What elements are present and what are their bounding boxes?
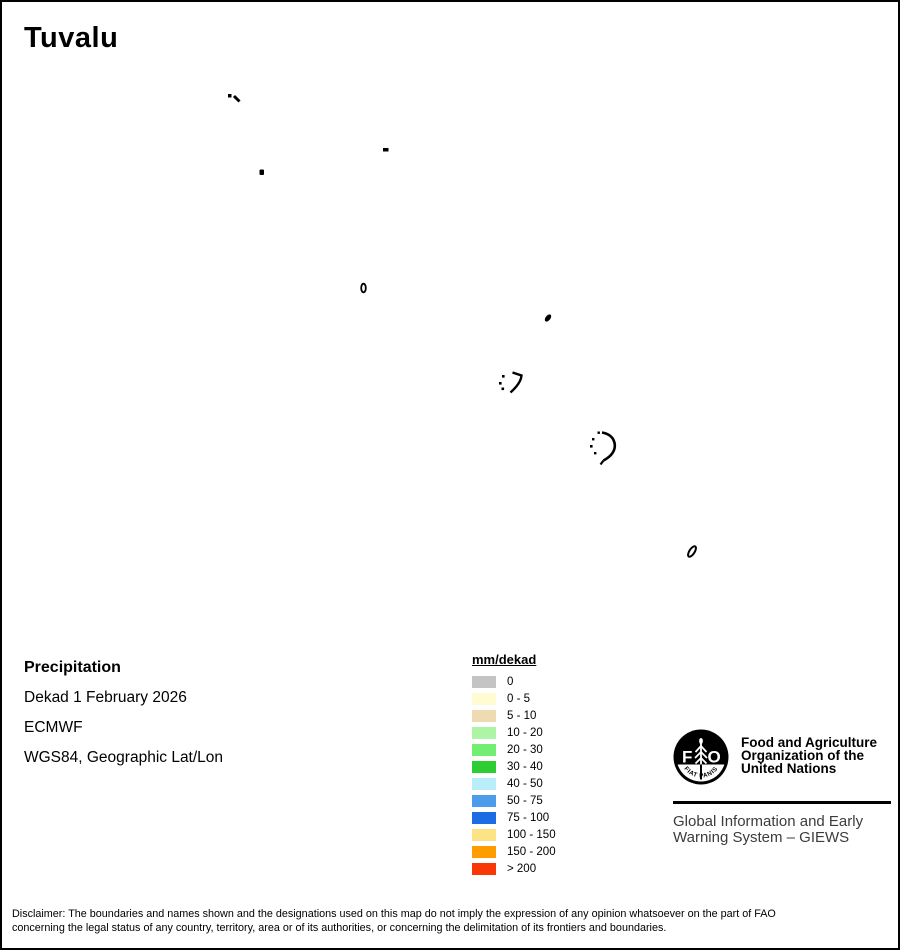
legend-swatch <box>472 829 496 841</box>
giews-label <box>673 814 863 845</box>
legend-swatch <box>472 761 496 773</box>
island-shape-3 <box>260 170 265 176</box>
map-info-block <box>24 658 223 778</box>
disclaimer-line: concerning the legal status of any country, territory, area or of its authorities, or concerning the delimitation of its frontiers and boundaries. <box>12 921 667 934</box>
fao-org-name <box>741 736 877 775</box>
legend-item <box>472 826 556 843</box>
legend-swatch <box>472 778 496 790</box>
legend-label: 100 - 150 <box>507 828 556 841</box>
giews-line: Warning System – GIEWS <box>673 828 850 846</box>
island-shape-1 <box>228 94 240 102</box>
fao-logo-motto: FIAT PANIS <box>682 765 720 780</box>
legend-label: 75 - 100 <box>507 811 550 824</box>
legend-swatch <box>472 693 496 705</box>
fao-org-line: Organization of the <box>741 748 864 763</box>
fao-logo-letter-f: F <box>682 747 693 767</box>
page-title: Tuvalu <box>24 22 119 54</box>
legend-label: 150 - 200 <box>507 845 556 858</box>
info-heading: Precipitation <box>24 659 121 676</box>
legend-item <box>472 724 556 741</box>
legend-item <box>472 775 556 792</box>
legend-label: > 200 <box>507 862 537 875</box>
fao-logo-letter-o: O <box>707 747 721 767</box>
info-projection: WGS84, Geographic Lat/Lon <box>24 749 224 766</box>
legend-swatch <box>472 727 496 739</box>
legend-label: 30 - 40 <box>507 760 543 773</box>
legend-swatch <box>472 744 496 756</box>
disclaimer-line: Disclaimer: The boundaries and names shown and the designations used on this map do not imply the expression of any opinion whatsoever on the part of FAO <box>12 908 776 920</box>
legend-item <box>472 843 556 860</box>
legend-label: 10 - 20 <box>507 726 543 739</box>
info-dekad: Dekad 1 February 2026 <box>24 689 187 706</box>
island-shape-2 <box>383 148 389 152</box>
islands-group <box>228 94 697 558</box>
legend-item <box>472 707 556 724</box>
island-shape-8 <box>687 545 698 558</box>
fao-org-line: United Nations <box>741 761 837 776</box>
legend-item <box>472 673 556 690</box>
island-shape-7 <box>590 432 615 465</box>
disclaimer <box>12 908 776 935</box>
legend-label: 0 - 5 <box>507 692 531 705</box>
island-shape-5 <box>544 313 553 323</box>
legend-label: 5 - 10 <box>507 709 537 722</box>
legend-item <box>472 809 556 826</box>
legend-item <box>472 690 556 707</box>
legend-title: mm/dekad <box>472 652 537 667</box>
legend-label: 20 - 30 <box>507 743 543 756</box>
legend-rows <box>472 673 556 877</box>
giews-line: Global Information and Early <box>673 813 864 830</box>
divider <box>673 801 891 804</box>
legend-swatch <box>472 846 496 858</box>
info-source: ECMWF <box>24 719 83 736</box>
legend-swatch <box>472 795 496 807</box>
fao-logo-icon <box>673 729 729 785</box>
legend-label: 40 - 50 <box>507 777 543 790</box>
legend-swatch <box>472 710 496 722</box>
legend-item <box>472 860 556 877</box>
legend-label: 0 <box>507 675 514 688</box>
legend-item <box>472 792 556 809</box>
fao-org-line: Food and Agriculture <box>741 735 877 750</box>
legend-swatch <box>472 812 496 824</box>
legend <box>472 652 556 877</box>
legend-swatch <box>472 863 496 875</box>
island-shape-6 <box>499 373 522 393</box>
map-islands-layer <box>2 2 900 950</box>
legend-item <box>472 741 556 758</box>
legend-label: 50 - 75 <box>507 794 543 807</box>
legend-item <box>472 758 556 775</box>
legend-swatch <box>472 676 496 688</box>
island-shape-4 <box>361 284 366 293</box>
